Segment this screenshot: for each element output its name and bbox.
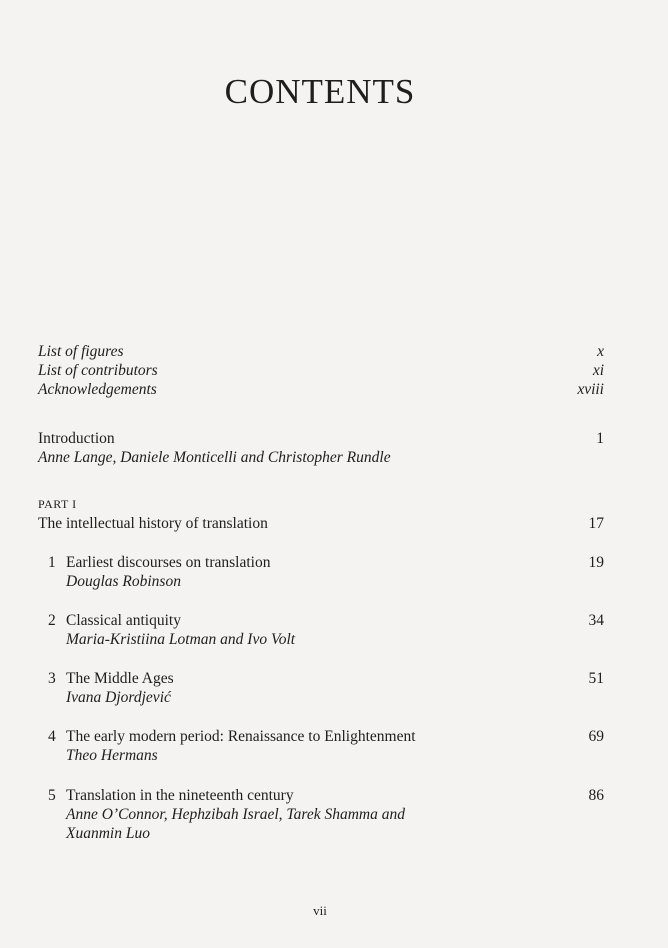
toc-page-number: 69 [588, 728, 604, 745]
toc-entry-authors: Douglas Robinson [66, 573, 181, 590]
toc-entry-label: Acknowledgements [38, 381, 157, 398]
toc-entry-authors: Anne O’Connor, Hephzibah Israel, Tarek Shamma and [66, 806, 405, 823]
toc-entry-figures[interactable] [38, 342, 604, 361]
toc-page-number: xviii [577, 381, 604, 398]
toc-entry-label: Introduction [38, 430, 115, 447]
page-title: CONTENTS [224, 72, 416, 111]
chapter-number: 4 [48, 728, 56, 745]
toc-page-number: x [597, 343, 604, 360]
toc-entry-chapter-1[interactable] [38, 553, 604, 591]
chapter-title: Translation in the nineteenth century [66, 787, 294, 804]
part-label: PART I [38, 497, 77, 511]
toc-entry-chapter-5[interactable] [38, 786, 604, 843]
toc-page-number: xi [592, 362, 604, 379]
toc-page-number: 1 [596, 430, 604, 447]
chapter-title: The early modern period: Renaissance to Enlightenment [66, 728, 416, 745]
toc-entry-authors: Ivana Djordjević [66, 689, 171, 706]
chapter-title: The Middle Ages [66, 670, 174, 687]
toc-entry-label: List of figures [38, 343, 124, 360]
toc-entry-part-1[interactable] [38, 514, 604, 533]
toc-page-number: 86 [588, 787, 604, 804]
chapter-title: Earliest discourses on translation [66, 554, 271, 571]
chapter-number: 5 [48, 787, 56, 804]
toc-entry-authors: Theo Hermans [66, 747, 158, 764]
toc-entry-acknowledgements[interactable] [38, 380, 604, 399]
toc-entry-chapter-3[interactable] [38, 669, 604, 707]
toc-entry-contributors[interactable] [38, 361, 604, 380]
toc-page-number: 51 [588, 670, 604, 687]
chapter-number: 1 [48, 554, 56, 571]
toc-entry-authors-continued: Xuanmin Luo [66, 825, 150, 842]
toc-page-number: 17 [588, 515, 604, 532]
toc-entry-introduction[interactable] [38, 429, 604, 467]
toc-entry-authors: Maria-Kristiina Lotman and Ivo Volt [66, 631, 296, 648]
toc-page-number: 19 [588, 554, 604, 571]
toc-entry-authors: Anne Lange, Daniele Monticelli and Christopher Rundle [38, 449, 391, 466]
toc-entry-chapter-2[interactable] [38, 611, 604, 649]
part-title: The intellectual history of translation [38, 515, 268, 532]
chapter-number: 2 [48, 612, 56, 629]
toc-page-number: 34 [588, 612, 604, 629]
toc-entry-chapter-4[interactable] [38, 727, 604, 765]
page-folio: vii [313, 903, 327, 918]
toc-entry-label: List of contributors [38, 362, 158, 379]
chapter-number: 3 [48, 670, 56, 687]
chapter-title: Classical antiquity [66, 612, 181, 629]
